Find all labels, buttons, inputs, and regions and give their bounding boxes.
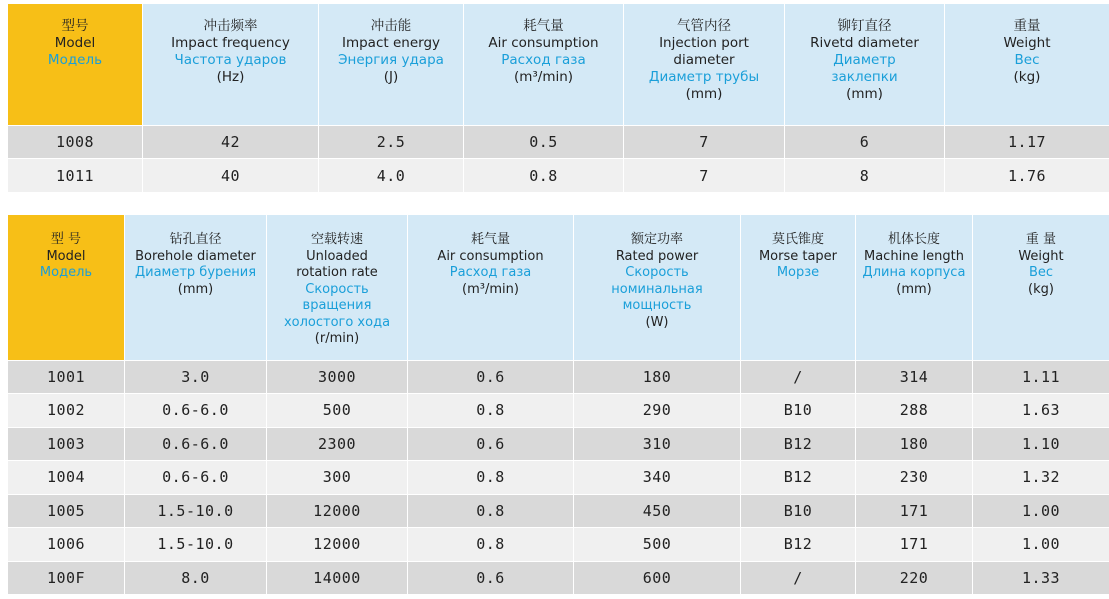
header-label-ru: Длина корпуса: [862, 265, 966, 280]
header-label-zh: 重量: [1013, 18, 1041, 34]
cell-rotation-rate: 12000: [267, 495, 408, 528]
header-label-en: Air consumption: [488, 35, 599, 51]
cell-rated-power: 340: [574, 461, 741, 494]
cell-rated-power: 450: [574, 495, 741, 528]
header-label-zh: 耗气量: [523, 18, 564, 34]
table-row: [8, 427, 1109, 461]
cell-weight: 1.00: [1021, 535, 1061, 554]
cell-machine-length: 180: [856, 428, 973, 461]
header-label-zh: 铆钉直径: [837, 18, 892, 34]
header-label-zh: 耗气量: [470, 232, 510, 247]
cell-borehole-diameter: 1.5-10.0: [125, 495, 267, 528]
header-label-en: Rated power: [615, 248, 699, 264]
cell-morse-taper: B12: [741, 461, 856, 494]
header-label-zh: 重 量: [1025, 232, 1057, 247]
header-label-zh: 型号: [61, 18, 89, 34]
header-rated-power: [574, 215, 741, 360]
cell-rated-power: 500: [574, 528, 741, 561]
header-unit: (W): [645, 314, 669, 330]
header-label-ru: Частота ударов: [174, 52, 287, 68]
cell-rivet-diameter: 8: [785, 159, 945, 192]
header-unit: (mm): [896, 281, 932, 297]
cell-rotation-rate: 14000: [267, 562, 408, 595]
cell-borehole-diameter: 0.6-6.0: [125, 394, 267, 427]
cell-model: 1001: [8, 361, 125, 393]
header-unit: (mm): [685, 86, 723, 102]
cell-machine-length: 288: [856, 394, 973, 427]
cell-model: 1006: [8, 528, 125, 561]
cell-borehole-diameter: 8.0: [125, 562, 267, 595]
header-label-ru: Диаметр трубы: [648, 69, 760, 85]
cell-morse-taper: /: [741, 562, 856, 595]
cell-air-consumption: 0.8: [464, 159, 624, 192]
cell-air-consumption: 0.6: [408, 562, 574, 595]
header-label-ru: Модель: [39, 265, 93, 280]
header-label-ru: Морзе: [776, 265, 820, 280]
cell-machine-length: 230: [856, 461, 973, 494]
cell-injection-port-diameter: 7: [624, 126, 785, 158]
header-label-en: Machine length: [864, 248, 964, 264]
header-label-zh: 型 号: [50, 232, 82, 247]
cell-air-consumption: 0.5: [464, 126, 624, 158]
header-weight: [945, 4, 1109, 125]
header-unit: (m³/min): [513, 69, 574, 85]
cell-air-consumption: 0.8: [408, 495, 574, 528]
header-label-ru: Диаметр заклепки: [831, 52, 898, 85]
cell-air-consumption: 0.8: [408, 461, 574, 494]
cell-rotation-rate: 500: [267, 394, 408, 427]
cell-model: 100F: [8, 562, 125, 595]
header-label-en: Model: [54, 35, 96, 51]
cell-morse-taper: B12: [741, 528, 856, 561]
header-label-ru: Скорость номинальная мощность: [611, 265, 703, 313]
header-label-zh: 机体长度: [887, 232, 940, 247]
header-label-ru: Расход газа: [449, 265, 532, 280]
cell-morse-taper: B10: [741, 394, 856, 427]
header-air-consumption: [408, 215, 574, 360]
cell-rivet-diameter: 6: [785, 126, 945, 158]
cell-model: 1004: [8, 461, 125, 494]
header-label-en: Injection port diameter: [659, 35, 749, 68]
header-label-en: Weight: [1018, 248, 1064, 264]
cell-borehole-diameter: 0.6-6.0: [125, 428, 267, 461]
cell-rated-power: 310: [574, 428, 741, 461]
cell-air-consumption: 0.6: [408, 428, 574, 461]
table-row: [8, 393, 1109, 427]
header-label-ru: Модель: [47, 52, 103, 68]
cell-model: 1002: [8, 394, 125, 427]
table-body: [8, 360, 1109, 594]
cell-air-consumption: 0.8: [408, 394, 574, 427]
cell-weight: 1.33: [1021, 568, 1061, 587]
table-row: [8, 527, 1109, 561]
cell-weight: 1.63: [1021, 401, 1061, 420]
cell-impact-frequency: 42: [143, 126, 319, 158]
header-unloaded-rotation-rate: [267, 215, 408, 360]
header-label-zh: 空载转速: [310, 232, 363, 247]
cell-morse-taper: B12: [741, 428, 856, 461]
header-rivet-diameter: [785, 4, 945, 125]
cell-morse-taper: B10: [741, 495, 856, 528]
cell-weight: 1.11: [1021, 368, 1061, 386]
cell-borehole-diameter: 0.6-6.0: [125, 461, 267, 494]
cell-weight: 1.17: [1007, 133, 1047, 151]
cell-model: 1008: [8, 126, 143, 158]
cell-impact-energy: 4.0: [319, 159, 464, 192]
cell-machine-length: 171: [856, 528, 973, 561]
header-model: [8, 215, 125, 360]
cell-air-consumption: 0.8: [408, 528, 574, 561]
header-label-zh: 冲击能: [370, 18, 412, 34]
cell-model: 1003: [8, 428, 125, 461]
cell-borehole-diameter: 1.5-10.0: [125, 528, 267, 561]
header-unit: (kg): [1028, 281, 1054, 297]
header-label-en: Weight: [1003, 35, 1051, 51]
header-model: [8, 4, 143, 125]
table-row: [8, 125, 1109, 158]
header-weight: [973, 215, 1109, 360]
header-label-ru: Расход газа: [501, 52, 586, 68]
table-row: [8, 494, 1109, 528]
header-label-zh: 莫氏锥度: [771, 232, 824, 247]
table-row: [8, 158, 1109, 192]
cell-rotation-rate: 300: [267, 461, 408, 494]
cell-borehole-diameter: 3.0: [125, 361, 267, 393]
header-label-zh: 气管内径: [677, 18, 731, 34]
table-row: [8, 360, 1109, 393]
table-row: [8, 561, 1109, 595]
cell-model: 1005: [8, 495, 125, 528]
cell-rotation-rate: 2300: [267, 428, 408, 461]
cell-impact-frequency: 40: [143, 159, 319, 192]
cell-weight: 1.76: [1007, 166, 1047, 185]
table-header: [8, 215, 1109, 360]
header-label-en: Air consumption: [437, 248, 544, 264]
cell-air-consumption: 0.6: [408, 361, 574, 393]
header-unit: (J): [383, 69, 399, 85]
header-impact-frequency: [143, 4, 319, 125]
header-unit: (r/min): [314, 331, 360, 346]
header-injection-port-diameter: [624, 4, 785, 125]
cell-weight: 1.00: [1021, 501, 1061, 520]
header-label-en: Unloaded rotation rate: [296, 248, 378, 280]
header-unit: (mm): [846, 86, 883, 102]
header-air-consumption: [464, 4, 624, 125]
cell-weight: 1.32: [1021, 468, 1061, 487]
cell-model: 1011: [8, 159, 143, 192]
table-header: [8, 4, 1109, 125]
header-morse-taper: [741, 215, 856, 360]
header-unit: (m³/min): [462, 281, 519, 297]
header-label-en: Borehole diameter: [135, 248, 256, 264]
table-row: [8, 460, 1109, 494]
header-label-ru: Скорость вращения холостого хода: [283, 281, 391, 330]
cell-rated-power: 180: [574, 361, 741, 393]
header-label-en: Impact frequency: [171, 35, 290, 51]
cell-weight: 1.10: [1021, 434, 1061, 453]
cell-impact-energy: 2.5: [319, 126, 464, 158]
drill-spec-table: [8, 215, 1109, 594]
header-label-en: Impact energy: [341, 35, 441, 51]
header-unit: (Hz): [216, 69, 245, 85]
header-borehole-diameter: [125, 215, 267, 360]
header-label-zh: 钻孔直径: [169, 232, 222, 247]
header-unit: (kg): [1013, 69, 1041, 85]
cell-rated-power: 600: [574, 562, 741, 595]
cell-machine-length: 314: [856, 361, 973, 393]
header-label-en: Morse taper: [758, 248, 838, 264]
cell-rated-power: 290: [574, 394, 741, 427]
cell-machine-length: 171: [856, 495, 973, 528]
cell-rotation-rate: 12000: [267, 528, 408, 561]
cell-injection-port-diameter: 7: [624, 159, 785, 192]
header-label-ru: Вес: [1014, 52, 1040, 68]
impact-tool-spec-table: [8, 4, 1109, 192]
header-label-ru: Энергия удара: [338, 52, 444, 68]
header-machine-length: [856, 215, 973, 360]
header-label-zh: 额定功率: [630, 232, 683, 247]
header-impact-energy: [319, 4, 464, 125]
header-label-ru: Вес: [1028, 265, 1054, 280]
header-unit: (mm): [177, 281, 214, 297]
header-label-zh: 冲击频率: [203, 18, 258, 34]
cell-rotation-rate: 3000: [267, 361, 408, 393]
header-label-en: Model: [46, 248, 86, 264]
header-label-en: Rivetd diameter: [810, 35, 919, 51]
cell-machine-length: 220: [856, 562, 973, 595]
header-label-ru: Диаметр бурения: [134, 265, 257, 280]
cell-morse-taper: /: [741, 361, 856, 393]
